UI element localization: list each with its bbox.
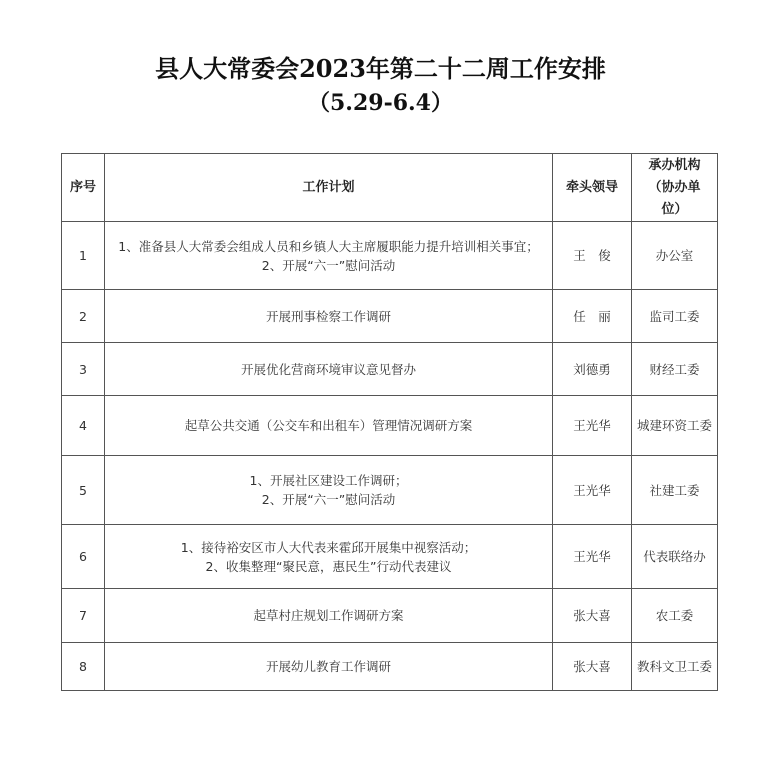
plan-line: 1、准备县人大常委会组成人员和乡镇人大主席履职能力提升培训相关事宜；	[118, 238, 539, 254]
row-leader: 王光华	[553, 396, 632, 456]
row-index: 6	[62, 525, 105, 589]
row-org: 社建工委	[632, 456, 718, 525]
row-org: 监司工委	[632, 290, 718, 343]
plan-line: 2、开展“六一”慰问活动	[261, 257, 396, 273]
row-org: 办公室	[632, 222, 718, 290]
plan-line: 开展幼儿教育工作调研	[265, 659, 391, 674]
header-index: 序号	[62, 154, 105, 222]
row-plan	[105, 343, 553, 396]
row-org: 农工委	[632, 589, 718, 643]
row-org: 代表联络办	[632, 525, 718, 589]
plan-line: 1、接待裕安区市人大代表来霍邱开展集中视察活动；	[180, 539, 477, 555]
row-plan	[105, 525, 553, 589]
date-range: （5.29-6.4）	[308, 90, 453, 116]
table-row	[62, 396, 718, 456]
row-plan	[105, 290, 553, 343]
row-leader: 王光华	[553, 525, 632, 589]
table-row	[62, 222, 718, 290]
header-org-line: 承办机构	[648, 157, 701, 173]
row-index: 4	[62, 396, 105, 456]
table-row	[62, 589, 718, 643]
header-org	[632, 154, 718, 222]
table-row	[62, 525, 718, 589]
plan-line: 1、开展社区建设工作调研；	[249, 473, 408, 488]
row-index: 1	[62, 222, 105, 290]
row-plan	[105, 589, 553, 643]
row-leader: 张大喜	[553, 589, 632, 643]
plan-line: 起草村庄规划工作调研方案	[253, 608, 404, 623]
plan-line: 开展优化营商环境审议意见督办	[240, 361, 416, 377]
table-row	[62, 456, 718, 525]
row-leader: 王光华	[553, 456, 632, 525]
row-index: 3	[62, 343, 105, 396]
table-row	[62, 643, 718, 691]
row-leader: 张大喜	[553, 643, 632, 691]
row-index: 5	[62, 456, 105, 525]
row-index: 2	[62, 290, 105, 343]
row-plan	[105, 222, 553, 290]
row-leader: 刘德勇	[553, 343, 632, 396]
header-org-line: （协办单	[648, 179, 701, 195]
row-plan	[105, 643, 553, 691]
header-org-line: 位）	[661, 201, 688, 217]
plan-line: 起草公共交通（公交车和出租车）管理情况调研方案	[184, 418, 473, 433]
plan-line: 2、收集整理“聚民意，惠民生”行动代表建议	[205, 558, 452, 574]
table-row	[62, 290, 718, 343]
row-org: 教科文卫工委	[632, 643, 718, 691]
header-plan: 工作计划	[105, 154, 553, 222]
row-plan	[105, 396, 553, 456]
row-index: 8	[62, 643, 105, 691]
row-leader: 王 俊	[553, 222, 632, 290]
row-index: 7	[62, 589, 105, 643]
row-org: 城建环资工委	[632, 396, 718, 456]
document-title: 县人大常委会2023年第二十二周工作安排	[155, 54, 606, 83]
row-plan	[105, 456, 553, 525]
plan-line: 开展刑事检察工作调研	[265, 308, 391, 324]
plan-line: 2、开展“六一”慰问活动	[261, 492, 396, 507]
row-org: 财经工委	[632, 343, 718, 396]
header-row	[62, 154, 718, 222]
header-leader: 牵头领导	[553, 154, 632, 222]
table-row	[62, 343, 718, 396]
work-schedule-table	[61, 153, 718, 691]
row-leader: 任 丽	[553, 290, 632, 343]
